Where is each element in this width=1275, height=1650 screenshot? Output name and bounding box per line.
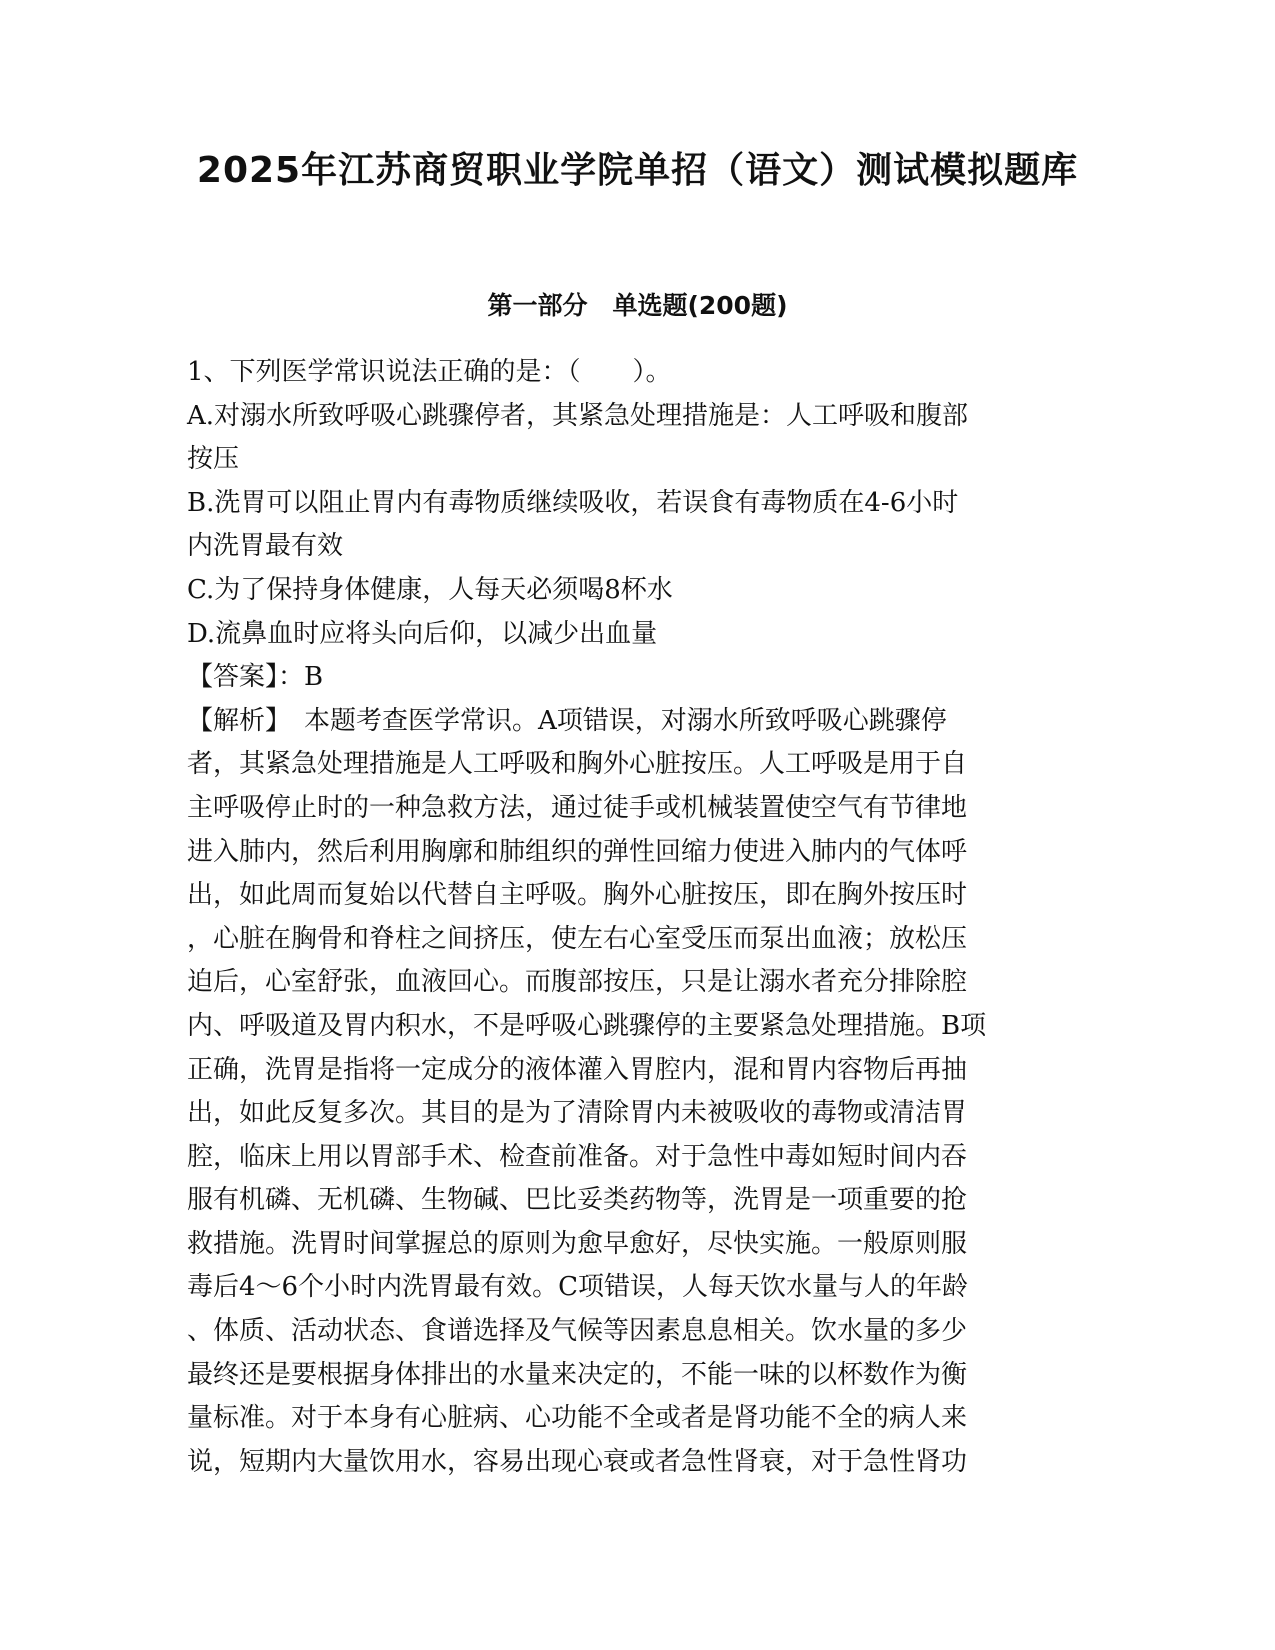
text-line: 【解析】 本题考查医学常识。A项错误，对溺水所致呼吸心跳骤停 xyxy=(187,705,947,736)
text-line: 1、下列医学常识说法正确的是：（ ）。 xyxy=(187,357,672,387)
text-line: 救措施。洗胃时间掌握总的原则为愈早愈好，尽快实施。一般原则服 xyxy=(187,1228,968,1259)
text-line: D.流鼻血时应将头向后仰，以减少出血量 xyxy=(187,618,658,649)
text-line: 量标准。对于本身有心脏病、心功能不全或者是肾功能不全的病人来 xyxy=(187,1403,968,1434)
text-line: 正确，洗胃是指将一定成分的液体灌入胃腔内，混和胃内容物后再抽 xyxy=(187,1054,968,1085)
text-line: 进入肺内，然后利用胸廓和肺组织的弹性回缩力使进入肺内的气体呼 xyxy=(187,836,968,867)
text-line: ，心脏在胸骨和脊柱之间挤压，使左右心室受压而泵出血液；放松压 xyxy=(187,923,968,954)
text-line: 内洗胃最有效 xyxy=(187,531,344,562)
text-line: C.为了保持身体健康，人每天必须喝8杯水 xyxy=(187,574,673,605)
text-line: A.对溺水所致呼吸心跳骤停者，其紧急处理措施是：人工呼吸和腹部 xyxy=(187,400,969,431)
text-line: 最终还是要根据身体排出的水量来决定的，不能一味的以杯数作为衡 xyxy=(187,1359,968,1390)
text-line: 腔，临床上用以胃部手术、检查前准备。对于急性中毒如短时间内吞 xyxy=(187,1141,968,1172)
text-line: 毒后4～6个小时内洗胃最有效。C项错误，人每天饮水量与人的年龄 xyxy=(187,1272,968,1303)
section-heading: 第一部分 单选题(200题) xyxy=(487,291,788,320)
text-line: 说，短期内大量饮用水，容易出现心衰或者急性肾衰，对于急性肾功 xyxy=(187,1446,968,1477)
text-line: 者，其紧急处理措施是人工呼吸和胸外心脏按压。人工呼吸是用于自 xyxy=(187,749,968,780)
text-line: 出，如此周而复始以代替自主呼吸。胸外心脏按压，即在胸外按压时 xyxy=(187,880,968,911)
text-line: 内、呼吸道及胃内积水，不是呼吸心跳骤停的主要紧急处理措施。B项 xyxy=(187,1010,987,1041)
text-line: 迫后，心室舒张，血液回心。而腹部按压，只是让溺水者充分排除腔 xyxy=(187,967,968,998)
document-title: 2025年江苏商贸职业学院单招（语文）测试模拟题库 xyxy=(196,150,1079,191)
text-line: 出，如此反复多次。其目的是为了清除胃内未被吸收的毒物或清洁胃 xyxy=(187,1098,968,1129)
text-line: B.洗胃可以阻止胃内有毒物质继续吸收，若误食有毒物质在4-6小时 xyxy=(187,487,959,518)
text-line: 主呼吸停止时的一种急救方法，通过徒手或机械装置使空气有节律地 xyxy=(187,792,968,823)
question-body xyxy=(187,351,1087,1484)
text-line: 【答案】：B xyxy=(187,662,324,693)
text-line: 服有机磷、无机磷、生物碱、巴比妥类药物等，洗胃是一项重要的抢 xyxy=(187,1185,968,1216)
text-line: 按压 xyxy=(187,444,240,475)
text-line: 、体质、活动状态、食谱选择及气候等因素息息相关。饮水量的多少 xyxy=(187,1316,968,1347)
